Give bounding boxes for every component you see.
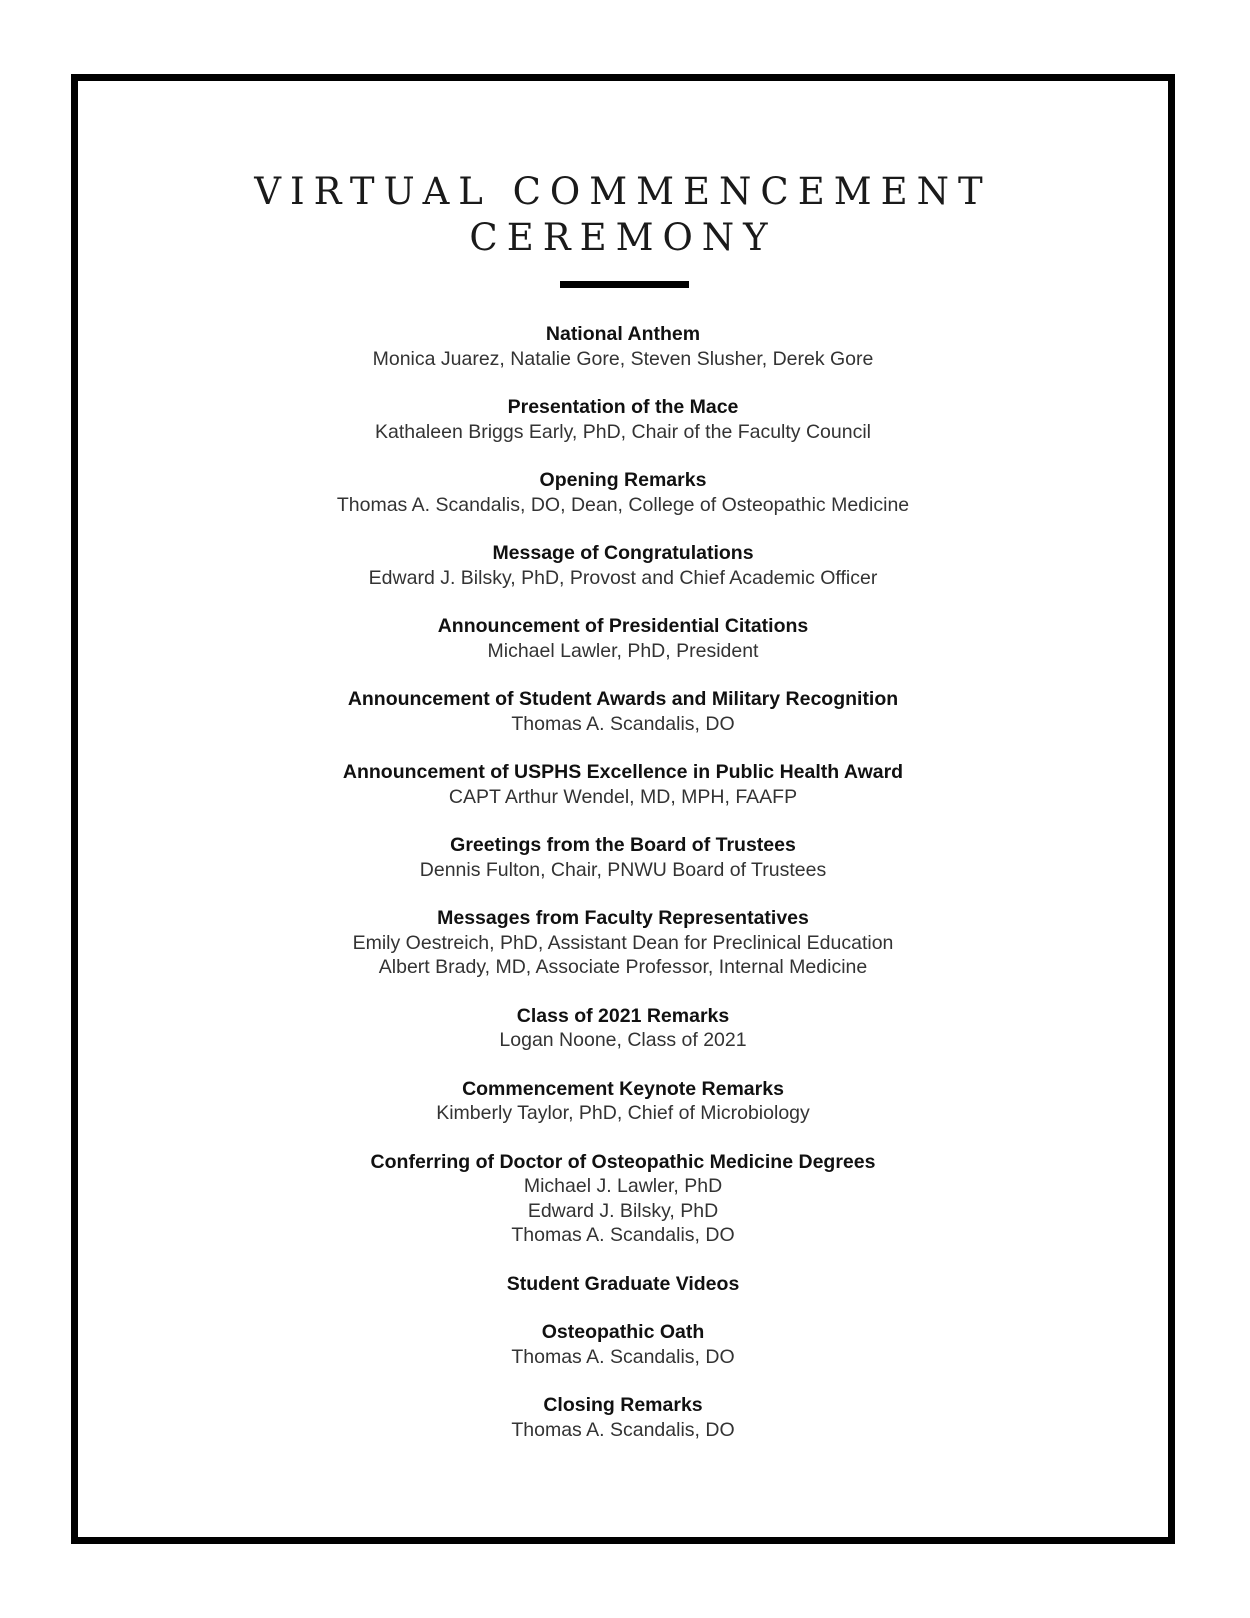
program-item-person: Emily Oestreich, PhD, Assistant Dean for Preclinical Education — [352, 931, 894, 954]
program-item-title: Class of 2021 Remarks — [516, 1004, 730, 1027]
program-item-person: Michael Lawler, PhD, President — [487, 639, 759, 662]
program-item-person: Michael J. Lawler, PhD — [523, 1175, 723, 1197]
program-item — [78, 541, 1168, 590]
program-item — [78, 1272, 1168, 1297]
program-list — [78, 322, 1168, 1466]
program-item — [78, 1077, 1168, 1126]
program-item-person: Monica Juarez, Natalie Gore, Steven Slusher, Derek Gore — [372, 347, 874, 370]
program-item — [78, 760, 1168, 809]
program-item — [78, 906, 1168, 980]
program-item-person: Albert Brady, MD, Associate Professor, Internal Medicine — [378, 956, 868, 978]
title-divider — [560, 281, 689, 288]
program-item-title: Presentation of the Mace — [507, 396, 739, 418]
page-title-line-2: CEREMONY — [469, 216, 777, 259]
program-item — [78, 395, 1168, 444]
program-item-title: Messages from Faculty Representatives — [437, 907, 809, 929]
program-item-person: Edward J. Bilsky, PhD — [527, 1199, 719, 1222]
program-item-title: Message of Congratulations — [492, 542, 754, 564]
program-item — [78, 468, 1168, 517]
program-item-person: Thomas A. Scandalis, DO — [511, 1345, 735, 1368]
program-item-person: Dennis Fulton, Chair, PNWU Board of Trustees — [419, 858, 827, 881]
page-border — [71, 74, 1175, 1544]
program-item-person: Thomas A. Scandalis, DO — [511, 1224, 735, 1246]
program-item — [78, 1393, 1168, 1442]
program-item — [78, 1150, 1168, 1248]
program-item-title: Opening Remarks — [539, 469, 707, 491]
page-title — [78, 169, 1168, 261]
program-item-person: Edward J. Bilsky, PhD, Provost and Chief Academic Officer — [368, 566, 878, 589]
program-item-person: CAPT Arthur Wendel, MD, MPH, FAAFP — [448, 785, 798, 808]
program-item-person: Kathaleen Briggs Early, PhD, Chair of the Faculty Council — [374, 420, 872, 443]
program-item — [78, 833, 1168, 882]
program-item — [78, 1320, 1168, 1369]
program-item-person: Thomas A. Scandalis, DO — [511, 712, 735, 735]
program-item-title: Student Graduate Videos — [506, 1272, 740, 1295]
program-item-title: Greetings from the Board of Trustees — [450, 834, 796, 856]
program-item — [78, 614, 1168, 663]
program-item — [78, 322, 1168, 371]
program-item-person: Thomas A. Scandalis, DO, Dean, College of Osteopathic Medicine — [336, 493, 910, 516]
program-item-title: Osteopathic Oath — [541, 1321, 705, 1343]
program-item-person: Logan Noone, Class of 2021 — [499, 1029, 747, 1051]
page-title-line-1: VIRTUAL COMMENCEMENT — [254, 170, 992, 213]
program-item — [78, 1004, 1168, 1053]
program-item-title: Announcement of Presidential Citations — [437, 615, 809, 637]
program-item-title: Conferring of Doctor of Osteopathic Medicine Degrees — [370, 1150, 876, 1173]
program-item — [78, 687, 1168, 736]
program-item-title: Announcement of USPHS Excellence in Public Health Award — [342, 761, 904, 783]
program-item-title: National Anthem — [545, 323, 701, 345]
program-item-person: Kimberly Taylor, PhD, Chief of Microbiology — [436, 1102, 810, 1124]
program-item-title: Commencement Keynote Remarks — [462, 1077, 784, 1100]
program-item-person: Thomas A. Scandalis, DO — [511, 1418, 735, 1441]
program-item-title: Announcement of Student Awards and Military Recognition — [347, 688, 899, 710]
program-item-title: Closing Remarks — [543, 1394, 703, 1416]
